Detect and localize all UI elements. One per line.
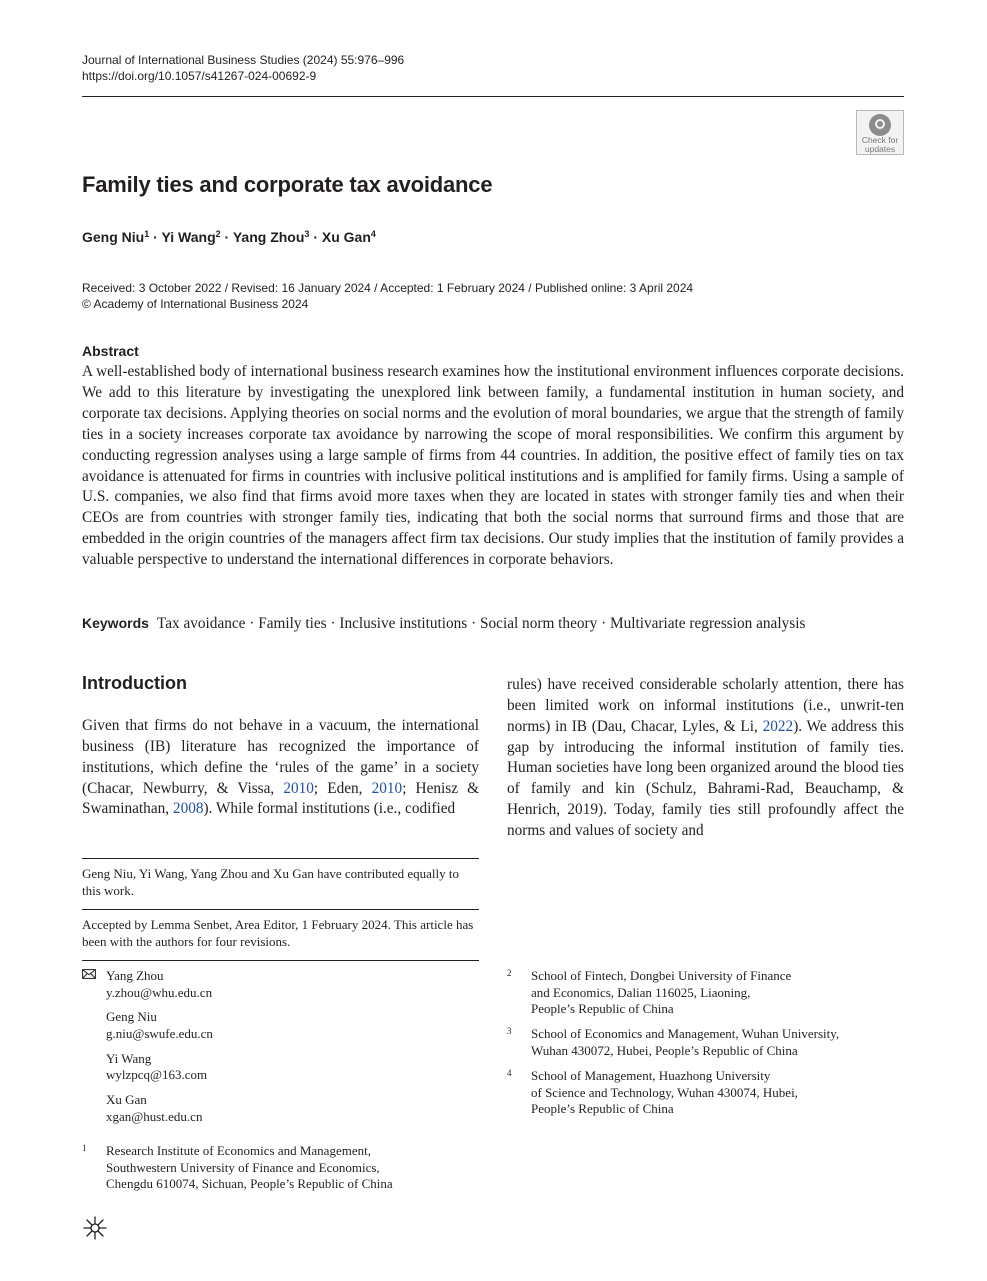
author-list (82, 229, 376, 245)
affiliation-number: 3 (507, 1026, 512, 1036)
contact-email[interactable]: g.niu@swufe.edu.cn (106, 1025, 213, 1041)
check-for-updates-icon (869, 114, 891, 136)
contact-name: Xu Gan (106, 1092, 147, 1108)
check-for-updates-line2: updates (864, 144, 896, 154)
contact-name: Yi Wang (106, 1050, 152, 1066)
affiliation-number: 4 (507, 1068, 512, 1078)
editor-note: Accepted by Lemma Senbet, Area Editor, 1 February 2024. This article has been with the authors for four revisions. (82, 917, 474, 949)
contact-entry (106, 968, 476, 1001)
abstract-heading: Abstract (82, 343, 139, 359)
publication-dates: Received: 3 October 2022 / Revised: 16 January 2024 / Accepted: 1 February 2024 / Published online: 3 April 2024 (82, 281, 694, 295)
paper-title: Family ties and corporate tax avoidance (82, 172, 493, 197)
footnote-rule (82, 858, 479, 859)
introduction-column-2: rules) have received considerable scholarly attention, there has been limited work on informal institutions (i.e., unwrit-ten norms) in IB (Dau, Chacar, Lyles, & Li, 2022). We address this gap by introducing the informal institution of family ties. Human societies have long been organized around the blood ties of family and kin (Schulz, Bahrami-Rad, Beauchamp, & Henrich, 2019). Today, family ties still profoundly affect the norms and values of society and (507, 676, 904, 839)
contribution-note: Geng Niu, Yi Wang, Yang Zhou and Xu Gan have contributed equally to this work. (82, 866, 459, 898)
citation-link[interactable]: 2010 (283, 779, 314, 797)
author[interactable]: Geng Niu$^1$ (82, 229, 150, 245)
check-for-updates-badge[interactable] (856, 110, 904, 155)
affiliation-2: 2 School of Fintech, Dongbei University of Finance and Economics, Dalian 116025, Liaoning, People’s Republic of China (531, 968, 911, 1018)
citation-link[interactable]: 2008 (172, 800, 204, 818)
author[interactable]: Xu Gan$^4$ (321, 229, 376, 245)
keywords-label: Keywords (82, 615, 149, 631)
author-separator: · (149, 229, 162, 245)
contact-entry (106, 1051, 476, 1084)
author-separator: · (220, 229, 233, 245)
contact-email[interactable]: wylzpcq@163.com (106, 1067, 208, 1083)
affiliation-number: 1 (82, 1143, 87, 1153)
citation-link[interactable]: 2022 (762, 717, 794, 735)
keywords-list: Tax avoidance · Family ties · Inclusive institutions · Social norm theory · Multivariate regression analysis (156, 615, 806, 632)
affiliation-1: 1 Research Institute of Economics and Management, Southwestern University of Finance and Economics, Chengdu 610074, Sichuan, People’s Republic of China (106, 1143, 486, 1193)
citation-link[interactable]: 2010 (371, 779, 403, 797)
affiliation-3: 3 School of Economics and Management, Wuhan University, Wuhan 430072, Hubei, People’s Republic of China (531, 1026, 911, 1059)
author-separator: · (309, 229, 322, 245)
contact-email[interactable]: xgan@hust.edu.cn (106, 1108, 203, 1124)
journal-header (82, 52, 404, 84)
contact-name: Geng Niu (106, 1009, 157, 1025)
journal-citation: Journal of International Business Studies (2024) 55:976–996 (82, 53, 405, 67)
abstract-text: A well-established body of international business research examines how the institutional environment influences corporate decisions. We add to this literature by investigating the unexplored link between family, a fundamental institution in human society, and corporate tax decisions. Applying theories on social norms and the evolution of moral boundaries, we argue that the strength of family ties in a society increases corporate tax avoidance by narrowing the scope of moral responsibilities. We confirm this argument by conducting regression analyses using a large sample of firms from 44 countries. In addition, the positive effect of family ties on tax avoidance is attenuated for firms in countries with inclusive political institutions and is amplified for family firms. Using a sample of U.S. companies, we also find that firms avoid more taxes when they are located in states with stronger family ties and when their CEOs are from countries with stronger family ties, indicating that both the social norms that surround firms and those that are embedded in the origin countries of the managers affect firm tax decisions. Our study implies that the institution of family provides a valuable perspective to understand the international differences in corporate behaviors. (82, 363, 904, 569)
article-history (82, 280, 693, 312)
contact-name: Yang Zhou (106, 968, 164, 983)
contact-entry (106, 1009, 476, 1042)
affiliation-4: 4 School of Management, Huazhong University of Science and Technology, Wuhan 430074, Hubei, People’s Republic of China (531, 1068, 911, 1118)
author[interactable]: Yang Zhou$^3$ (232, 229, 310, 245)
contact-entry (106, 1092, 476, 1125)
copyright: © Academy of International Business 2024 (82, 297, 309, 311)
footnote-rule (82, 960, 479, 961)
corresponding-contacts (106, 968, 476, 1134)
header-rule (82, 96, 904, 97)
contact-email[interactable]: y.zhou@whu.edu.cn (106, 984, 213, 1000)
keywords (82, 613, 805, 634)
check-for-updates-line1: Check for (861, 135, 899, 145)
affiliation-number: 2 (507, 968, 512, 978)
doi-link[interactable]: https://doi.org/10.1057/s41267-024-00692-9 (82, 69, 317, 83)
footnote-rule (82, 909, 479, 910)
introduction-heading: Introduction (82, 673, 187, 693)
springer-logo-icon (82, 1215, 108, 1241)
author[interactable]: Yi Wang$^2$ (161, 229, 221, 245)
envelope-icon (82, 969, 96, 979)
introduction-column-1: Given that firms do not behave in a vacuum, the international business (IB) literature has recognized the importance of institutions, which define the ‘rules of the game’ in a society (Chacar, Newburry, & Vissa, 2010; Eden, 2010; Henisz & Swaminathan, 2008). While formal institutions (i.e., codified (82, 717, 479, 818)
